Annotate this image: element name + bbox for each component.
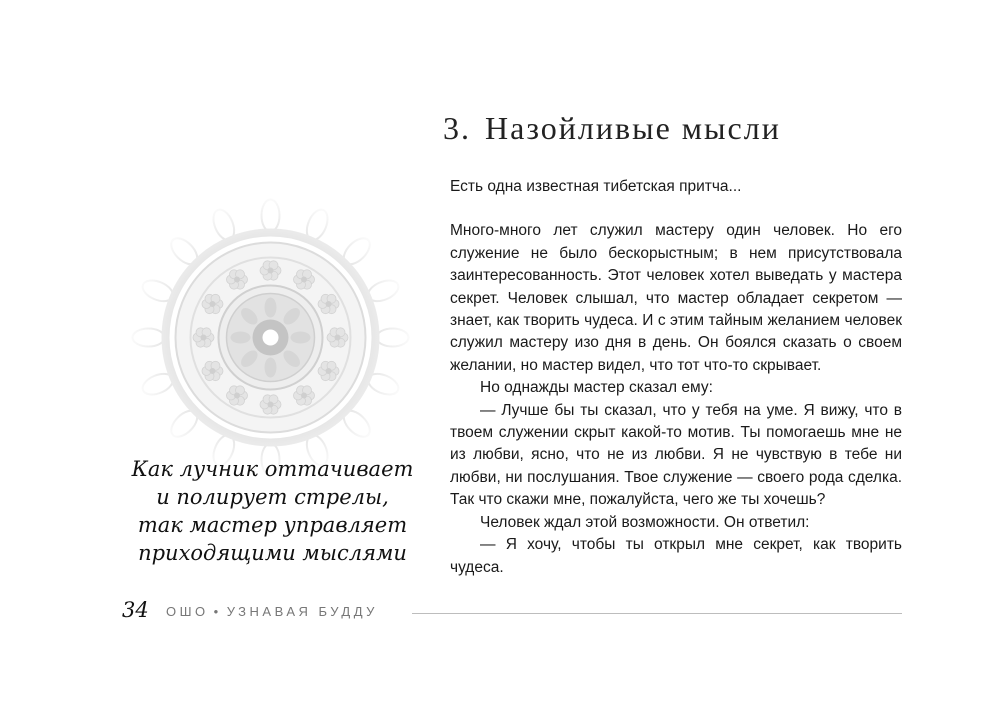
paragraph: — Лучше бы ты сказал, что у тебя на уме. Я вижу, что в твоем служении скрыт какой-то мотив. Ты помогаешь мне не из любви, ясно, что не из любви. Я не чувствую в тебе ни любви, ни послушания. Твое служение — своего рода сделка. Так что скажи мне, пожалуйста, чего же ты хочешь? — [450, 401, 902, 509]
page-number: 34 — [122, 598, 149, 622]
sidebar-quote — [130, 455, 415, 567]
chapter-name: Назойливые мысли — [485, 110, 781, 146]
mandala-ornament — [128, 195, 413, 480]
chapter-title — [443, 110, 781, 147]
separator-dot: • — [213, 604, 222, 619]
book-title: УЗНАВАЯ БУДДУ — [226, 604, 378, 619]
quote-line: так мастер управляет — [137, 513, 408, 537]
chapter-number: 3. — [443, 110, 471, 146]
quote-line: Как лучник оттачивает — [131, 457, 414, 481]
paragraph: Человек ждал этой возможности. Он ответил: — [480, 513, 810, 531]
paragraph: Много-много лет служил мастеру один человек. Но его служение не было бескорыстным; в нем присутствовала заинтересованность. Этот человек хотел выведать у мастера секрет. Человек слышал, что мастер обладает секретом — знает, как творить чудеса. И с этим тайным желанием человек служил мастеру изо дня в день. Он боялся сказать о своем желании, но мастер видел, что тот что-то скрывает. — [450, 222, 902, 374]
quote-line: и полирует стрелы, — [156, 485, 389, 509]
running-head — [166, 604, 378, 619]
page-footer — [122, 600, 902, 624]
quote-line: приходящими мыслями — [138, 541, 407, 565]
author-name: ОШО — [166, 604, 209, 619]
paragraph: Есть одна известная тибетская притча... — [450, 178, 742, 195]
paragraph: Но однажды мастер сказал ему: — [480, 379, 713, 397]
body-text — [450, 176, 902, 579]
paragraph: — Я хочу, чтобы ты открыл мне секрет, как творить чудеса. — [450, 536, 902, 576]
footer-rule — [412, 613, 902, 614]
